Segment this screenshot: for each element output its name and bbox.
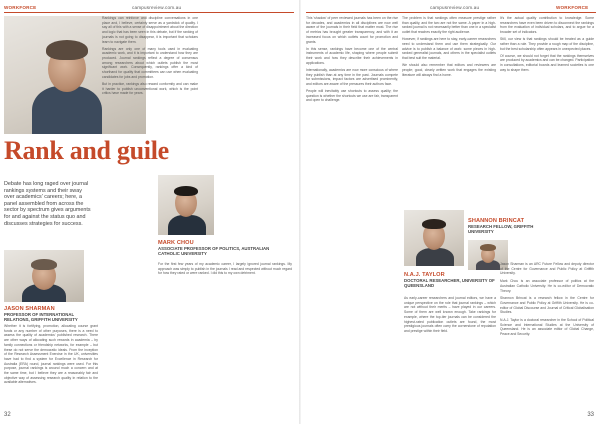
contributor-bios	[500, 262, 594, 410]
page-number-left: 32	[4, 412, 11, 418]
sharman-photo	[4, 250, 84, 302]
header-rule	[306, 12, 596, 13]
contributor-name: SHANNON BRINCAT	[468, 218, 525, 224]
chou-photo	[158, 175, 214, 235]
taylor-text: As early-career researchers and journal editors, we have a unique perspective on the role that journal rankings – which are not without their merits – have played in our careers. Some of them are well known enough. Take rankings for example, where the top-tier journals can be considered the highest-rated publication outlets are found, the most prestigious journals often carry the cornerstone of reputation and prestige within their field.	[404, 296, 496, 333]
contributor-role: DOCTORAL RESEARCHER, UNIVERSITY OF QUEENSLAND	[404, 278, 495, 289]
contributor-name: JASON SHARMAN	[4, 306, 55, 312]
taylor-block	[404, 272, 496, 290]
bio-chou: Mark Chou is an associate professor of politics at the Australian Catholic University. He is co-editor of Democratic Theory.	[500, 279, 594, 293]
contributor-name: MARK CHOU	[158, 240, 194, 246]
right-page	[300, 0, 600, 424]
contributor-role: PROFESSOR OF INTERNATIONAL RELATIONS, GRIFFITH UNIVERSITY	[4, 312, 78, 323]
site-url: campusreview.com.au	[132, 5, 182, 10]
bio-sharman: Jason Sharman is an ARC Future Fellow and deputy director of the Centre for Governance and Public Policy at Griffith University.	[500, 262, 594, 276]
article-title: Rank and guile	[4, 136, 169, 165]
bio-brincat: Shannon Brincat is a research fellow in the Centre for Governance and Public Policy at Griffith University. He is co-editor of Global Discourse and Journal of Critical Globalisation Studies.	[500, 296, 594, 315]
contributor-role: ASSOCIATE PROFESSOR OF POLITICS, AUSTRALIAN CATHOLIC UNIVERSITY	[158, 246, 270, 257]
chou-text: For the first few years of my academic career, I largely ignored journal rankings. My approach was simply to publish in the journals I read and respected without much regard for how they rated or were ranked. I did this to my own detriment.	[158, 262, 292, 276]
brincat-photo	[404, 210, 464, 266]
section-label: WORKFORCE	[556, 5, 589, 10]
sharman-text: Whether it is fortifying, promotion, allocating course grant funds or any number of other purposes, there is a need to assess the quality of academics' published research. There are other ways of allocating such rewards in academia – by family connections or friendship networks, for example – but these do not serve the democratic ideals. From the inception of the Research Assessment Exercise in the UK, universities have had to find a system for Excellence in Research for Australia (ERA) round, journal rankings were used. For this purpose, journal rankings is around much a concern and at the same time, but I believe they are a reasonably fair and objective way of assessing research quality in relation to the available alternatives.	[4, 324, 98, 385]
page-number-right: 33	[587, 412, 594, 418]
body-column-a: This 'shadow' of peer reviewed journals has been on the rise for decades, and academics in all disciplines are now well aware of the journals in their field that matter most. The rise of metrics has brought greater transparency, and with it an increased focus on which outlets count for promotion and grants. In this sense, rankings have become one of the central instruments of academic life, shaping where people submit their work and how they describe their achievements in applications. Internationally, academics are now more conscious of where they publish than at any time in the past. Journals compete for submissions, impact factors are advertised prominently, and editors are aware of the pressures their authors face. People will inevitably use shortcuts to assess quality; the question is whether the shortcuts we use are fair, transparent and open to challenge.	[306, 16, 398, 103]
chou-block	[158, 240, 292, 258]
sharman-block	[4, 306, 98, 324]
site-url: campusreview.com.au	[430, 5, 480, 10]
section-label: WORKFORCE	[4, 5, 37, 10]
article-standfirst: Debate has long raged over journal rankings systems and their sway over academics' careers; here, a panel assembled from across the sector by spectrum gives arguments for and against the status quo and discusses strategies for success.	[4, 181, 91, 227]
body-column-c: It's the actual quality contribution to knowledge. Some researchers have even been driven to disconnect the rankings from the evaluation of individual scholars, and to argue for a broader set of indicators. Still, our view is that rankings should be treated as a guide rather than a rule. They provide a rough map of the discipline, but the best scholarship often appears in unexpected places. Of course, we should not forget that the rankings themselves are produced by academics and can be changed. Participation in consultations, editorial boards and learned societies is one way to shape them.	[500, 16, 594, 72]
contributor-role: RESEARCH FELLOW, GRIFFITH UNIVERSITY	[468, 224, 534, 235]
body-column-b: The problem is that rankings often measure prestige rather than quality, and the two are not the same. A paper in a high-ranked journal is not necessarily better than one in a specialist outlet that reaches exactly the right audience. However, if rankings are here to stay, early-career researchers need to understand them and use them strategically. Our advice is to publish a balance of work: some pieces in high-ranked generalist journals, and others in the specialist outlets that best suit the material. We should also remember that editors and reviewers are people; good, clearly written work that engages the existing literature will always find a home.	[402, 16, 496, 77]
header-rule	[4, 12, 294, 13]
contributor-name: N.A.J. TAYLOR	[404, 272, 445, 278]
bio-taylor: N.A.J. Taylor is a doctoral researcher in the School of Political Science and International Studies at the University of Queensland. He is an associate editor of Global Change, Peace and Security.	[500, 318, 594, 337]
body-column-left: Rankings can reinforce and discipline conversations in one place and, I believe, certainly serve as a yardstick of quality. I say all of this with a sense of disappointment about the direction and logic that has been seen in this debate, but if the ranking of journals is not going to disappear, it is important that scholars learn to navigate them. Rankings are only one of many tools used in evaluating academic work, and it is important to understand how they are produced. Journal rankings reflect a degree of consensus among researchers about which outlets publish the most significant work. Consequently, rankings offer a kind of shorthand for quality that committees can use when evaluating candidates for jobs and promotion. But in practice, rankings also reward conformity and can make it harder to publish unconventional work, which is the point critics have made for years.	[102, 16, 198, 96]
